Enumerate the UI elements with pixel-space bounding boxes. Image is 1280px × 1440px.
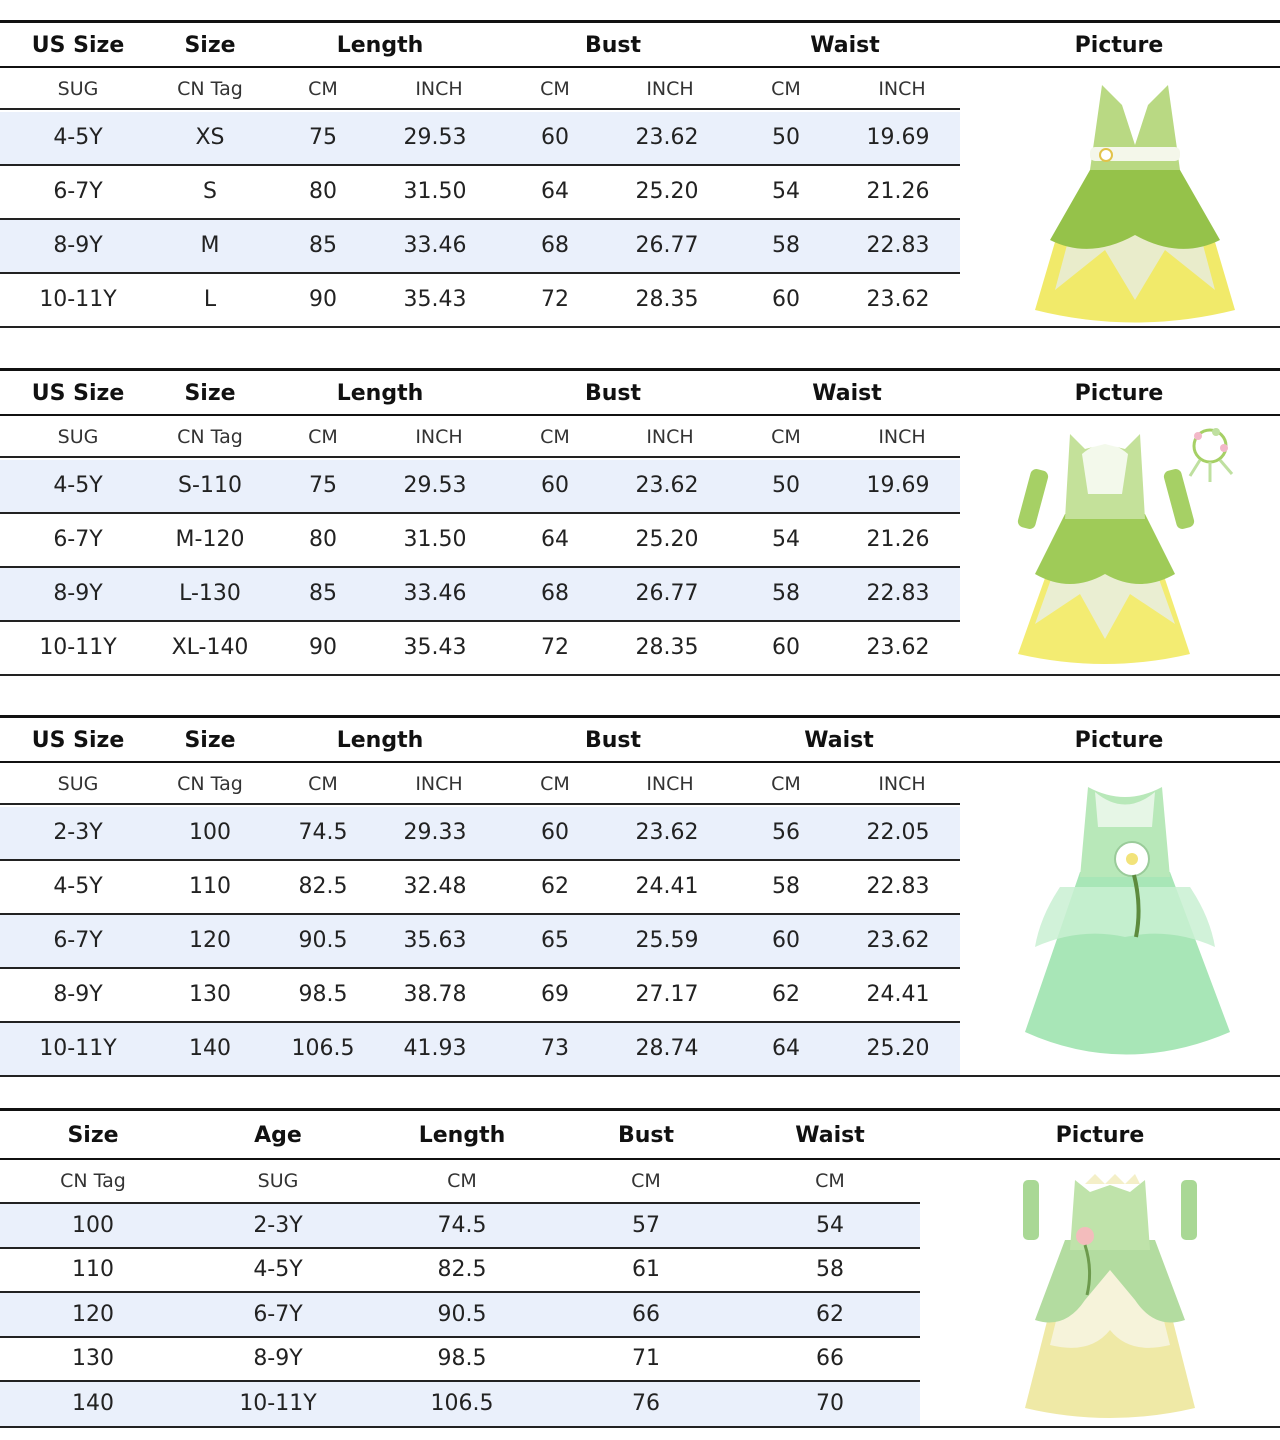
subheader-cell: CM [771, 426, 801, 448]
table-cell: 25.20 [635, 527, 699, 552]
table-cell: 28.35 [635, 287, 699, 312]
table-cell: 60 [772, 928, 800, 953]
table-cell: 58 [772, 581, 800, 606]
table-bottom-rule [0, 1426, 1280, 1428]
table-cell: 31.50 [403, 527, 467, 552]
table-cell: 64 [541, 179, 569, 204]
size-table-2 [0, 368, 1280, 678]
table-row [0, 460, 960, 514]
table-row [0, 1204, 920, 1249]
table-cell: 60 [541, 820, 569, 845]
table-cell: 57 [632, 1213, 660, 1238]
table-cell: 6-7Y [53, 179, 103, 204]
table-cell: S-110 [178, 473, 242, 498]
header-picture: Picture [1074, 381, 1164, 406]
table-cell: 33.46 [403, 233, 467, 258]
table-cell: XS [195, 125, 225, 150]
table-cell: 25.20 [635, 179, 699, 204]
table-cell: 66 [816, 1346, 844, 1371]
table-cell: L [203, 287, 217, 312]
table-cell: 10-11Y [39, 635, 117, 660]
table-subheader [0, 1160, 920, 1204]
dress-picture [1010, 424, 1250, 669]
table-cell: 26.77 [635, 581, 699, 606]
table-row [0, 220, 960, 274]
table-cell: 73 [541, 1036, 569, 1061]
subheader-cell: SUG [257, 1170, 299, 1192]
flower-icon [1100, 149, 1112, 161]
table-cell: 19.69 [866, 473, 930, 498]
table-cell: 29.53 [403, 125, 467, 150]
subheader-cell: INCH [415, 426, 463, 448]
subheader-cell: INCH [878, 78, 926, 100]
dress-picture [1020, 75, 1250, 325]
table-cell: 75 [309, 125, 337, 150]
table-cell: 28.74 [635, 1036, 699, 1061]
table-cell: 120 [189, 928, 231, 953]
table-cell: 10-11Y [39, 287, 117, 312]
table-row [0, 1249, 920, 1293]
subheader-cell: INCH [878, 773, 926, 795]
header-us-size: US Size [31, 381, 125, 406]
header-length: Length [336, 33, 424, 58]
header-waist: Waist [795, 1123, 865, 1148]
table-subheader [0, 763, 960, 805]
glove-right-icon [1163, 468, 1196, 531]
table-cell: S [203, 179, 217, 204]
subheader-cell: CN Tag [60, 1170, 126, 1192]
table-row [0, 1382, 920, 1426]
table-cell: 54 [772, 527, 800, 552]
subheader-cell: CM [815, 1170, 845, 1192]
subheader-cell: CM [308, 78, 338, 100]
subheader-cell: CM [447, 1170, 477, 1192]
subheader-cell: CM [540, 773, 570, 795]
table-cell: 100 [189, 820, 231, 845]
header-us-size: US Size [31, 728, 125, 753]
header-length: Length [336, 728, 424, 753]
table-bottom-rule [0, 326, 1280, 328]
table-row [0, 514, 960, 568]
table-cell: 27.17 [635, 982, 699, 1007]
table-cell: 58 [772, 874, 800, 899]
header-size: Size [184, 381, 236, 406]
table-cell: 22.83 [866, 874, 930, 899]
table-cell: 10-11Y [239, 1391, 317, 1416]
table-row [0, 112, 960, 166]
table-cell: 61 [632, 1257, 660, 1282]
table-bottom-rule [0, 674, 1280, 676]
subheader-cell: SUG [57, 78, 99, 100]
subheader-cell: SUG [57, 426, 99, 448]
table-cell: 58 [772, 233, 800, 258]
table-cell: 75 [309, 473, 337, 498]
header-us-size: US Size [31, 33, 125, 58]
table-cell: 23.62 [866, 928, 930, 953]
subheader-cell: SUG [57, 773, 99, 795]
header-waist: Waist [810, 33, 880, 58]
subheader-cell: INCH [646, 78, 694, 100]
table-cell: 72 [541, 635, 569, 660]
table-cell: 62 [816, 1302, 844, 1327]
size-table-4 [0, 1108, 1280, 1430]
table-cell: 71 [632, 1346, 660, 1371]
table-cell: 35.43 [403, 635, 467, 660]
header-size: Size [67, 1123, 119, 1148]
subheader-cell: CM [771, 773, 801, 795]
glove-left-icon [1023, 1180, 1039, 1240]
table-cell: 64 [541, 527, 569, 552]
table-cell: 90.5 [437, 1302, 487, 1327]
table-cell: 6-7Y [53, 527, 103, 552]
table-cell: 72 [541, 287, 569, 312]
table-cell: 74.5 [437, 1213, 487, 1238]
subheader-cell: CN Tag [177, 426, 243, 448]
table-cell: 110 [189, 874, 231, 899]
table-cell: 23.62 [635, 820, 699, 845]
table-row [0, 1338, 920, 1382]
header-bust: Bust [584, 728, 642, 753]
header-waist: Waist [804, 728, 874, 753]
glove-left-icon [1017, 468, 1050, 531]
table-cell: 21.26 [866, 179, 930, 204]
subheader-cell: INCH [415, 78, 463, 100]
table-cell: 98.5 [437, 1346, 487, 1371]
table-cell: 29.53 [403, 473, 467, 498]
table-subheader [0, 416, 960, 458]
flower-icon [1076, 1227, 1094, 1245]
table-header [0, 368, 1280, 416]
table-row [0, 915, 960, 969]
table-cell: 65 [541, 928, 569, 953]
table-cell: 28.35 [635, 635, 699, 660]
table-cell: 60 [772, 287, 800, 312]
table-header [0, 715, 1280, 763]
table-cell: 80 [309, 179, 337, 204]
table-cell: 31.50 [403, 179, 467, 204]
table-cell: 22.05 [866, 820, 930, 845]
table-cell: 66 [632, 1302, 660, 1327]
subheader-cell: CM [308, 426, 338, 448]
header-picture: Picture [1055, 1123, 1145, 1148]
table-cell: 62 [772, 982, 800, 1007]
subheader-cell: CN Tag [177, 773, 243, 795]
dress-picture [1020, 777, 1235, 1067]
glove-right-icon [1181, 1180, 1197, 1240]
table-cell: 106.5 [291, 1036, 355, 1061]
table-cell: 23.62 [866, 287, 930, 312]
header-picture: Picture [1074, 33, 1164, 58]
table-cell: 50 [772, 473, 800, 498]
table-row [0, 807, 960, 861]
table-bottom-rule [0, 1075, 1280, 1077]
subheader-cell: CM [308, 773, 338, 795]
table-row [0, 166, 960, 220]
table-cell: 62 [541, 874, 569, 899]
table-cell: 100 [72, 1213, 114, 1238]
subheader-cell: CM [540, 78, 570, 100]
table-cell: 130 [72, 1346, 114, 1371]
subheader-cell: CM [540, 426, 570, 448]
table-cell: 80 [309, 527, 337, 552]
table-cell: 29.33 [403, 820, 467, 845]
table-cell: 90.5 [298, 928, 348, 953]
table-row [0, 1023, 960, 1077]
table-cell: 4-5Y [53, 874, 103, 899]
header-waist: Waist [812, 381, 882, 406]
dress-overskirt-green [1035, 514, 1175, 584]
header-length: Length [336, 381, 424, 406]
header-picture: Picture [1074, 728, 1164, 753]
subheader-cell: INCH [646, 426, 694, 448]
subheader-cell: CM [631, 1170, 661, 1192]
table-cell: 38.78 [403, 982, 467, 1007]
table-cell: 41.93 [403, 1036, 467, 1061]
table-cell: 23.62 [635, 473, 699, 498]
table-row [0, 274, 960, 328]
table-row [0, 622, 960, 676]
table-row [0, 568, 960, 622]
table-cell: 24.41 [635, 874, 699, 899]
table-cell: 98.5 [298, 982, 348, 1007]
table-cell: M [200, 233, 220, 258]
header-length: Length [418, 1123, 506, 1148]
table-cell: 2-3Y [253, 1213, 303, 1238]
table-row [0, 969, 960, 1023]
table-cell: 6-7Y [53, 928, 103, 953]
table-header [0, 1108, 1280, 1160]
table-cell: 25.20 [866, 1036, 930, 1061]
table-cell: 26.77 [635, 233, 699, 258]
flower-crown-icon [1190, 428, 1232, 482]
table-cell: 69 [541, 982, 569, 1007]
table-cell: 90 [309, 635, 337, 660]
table-cell: 90 [309, 287, 337, 312]
table-cell: 85 [309, 233, 337, 258]
header-bust: Bust [584, 381, 642, 406]
table-cell: 22.83 [866, 233, 930, 258]
table-cell: 19.69 [866, 125, 930, 150]
table-cell: 50 [772, 125, 800, 150]
table-header [0, 20, 1280, 68]
table-cell: 74.5 [298, 820, 348, 845]
table-cell: XL-140 [171, 635, 249, 660]
table-cell: 6-7Y [253, 1302, 303, 1327]
table-cell: 2-3Y [53, 820, 103, 845]
table-cell: 4-5Y [53, 473, 103, 498]
subheader-cell: INCH [415, 773, 463, 795]
subheader-cell: CM [771, 78, 801, 100]
table-cell: 82.5 [437, 1257, 487, 1282]
table-row [0, 1293, 920, 1338]
table-cell: 8-9Y [253, 1346, 303, 1371]
table-cell: 60 [772, 635, 800, 660]
table-cell: 70 [816, 1391, 844, 1416]
table-cell: 10-11Y [39, 1036, 117, 1061]
table-cell: 8-9Y [53, 581, 103, 606]
table-cell: 4-5Y [253, 1257, 303, 1282]
table-cell: 22.83 [866, 581, 930, 606]
header-bust: Bust [584, 33, 642, 58]
table-cell: 60 [541, 125, 569, 150]
header-bust: Bust [617, 1123, 675, 1148]
table-cell: 130 [189, 982, 231, 1007]
table-cell: 24.41 [866, 982, 930, 1007]
table-cell: 60 [541, 473, 569, 498]
header-size: Size [184, 728, 236, 753]
table-cell: L-130 [179, 581, 241, 606]
table-cell: 56 [772, 820, 800, 845]
table-cell: 32.48 [403, 874, 467, 899]
table-cell: 8-9Y [53, 982, 103, 1007]
table-cell: 35.63 [403, 928, 467, 953]
table-cell: 33.46 [403, 581, 467, 606]
header-age: Age [254, 1123, 302, 1148]
subheader-cell: INCH [878, 426, 926, 448]
table-cell: 54 [816, 1213, 844, 1238]
header-size: Size [184, 33, 236, 58]
table-cell: 54 [772, 179, 800, 204]
table-cell: 110 [72, 1257, 114, 1282]
table-cell: 64 [772, 1036, 800, 1061]
table-cell: 85 [309, 581, 337, 606]
table-row [0, 861, 960, 915]
size-table-1 [0, 20, 1280, 330]
table-cell: 58 [816, 1257, 844, 1282]
table-cell: 35.43 [403, 287, 467, 312]
size-table-3 [0, 715, 1280, 1079]
table-cell: 68 [541, 581, 569, 606]
table-cell: 8-9Y [53, 233, 103, 258]
table-cell: 4-5Y [53, 125, 103, 150]
table-cell: 25.59 [635, 928, 699, 953]
table-subheader [0, 68, 960, 110]
subheader-cell: CN Tag [177, 78, 243, 100]
table-cell: 120 [72, 1302, 114, 1327]
subheader-cell: INCH [646, 773, 694, 795]
table-cell: 140 [72, 1391, 114, 1416]
table-cell: 23.62 [866, 635, 930, 660]
table-cell: 140 [189, 1036, 231, 1061]
table-cell: 76 [632, 1391, 660, 1416]
table-cell: 23.62 [635, 125, 699, 150]
table-cell: M-120 [175, 527, 245, 552]
table-cell: 21.26 [866, 527, 930, 552]
dress-picture [1015, 1170, 1205, 1420]
table-cell: 82.5 [298, 874, 348, 899]
table-cell: 68 [541, 233, 569, 258]
table-cell: 106.5 [430, 1391, 494, 1416]
